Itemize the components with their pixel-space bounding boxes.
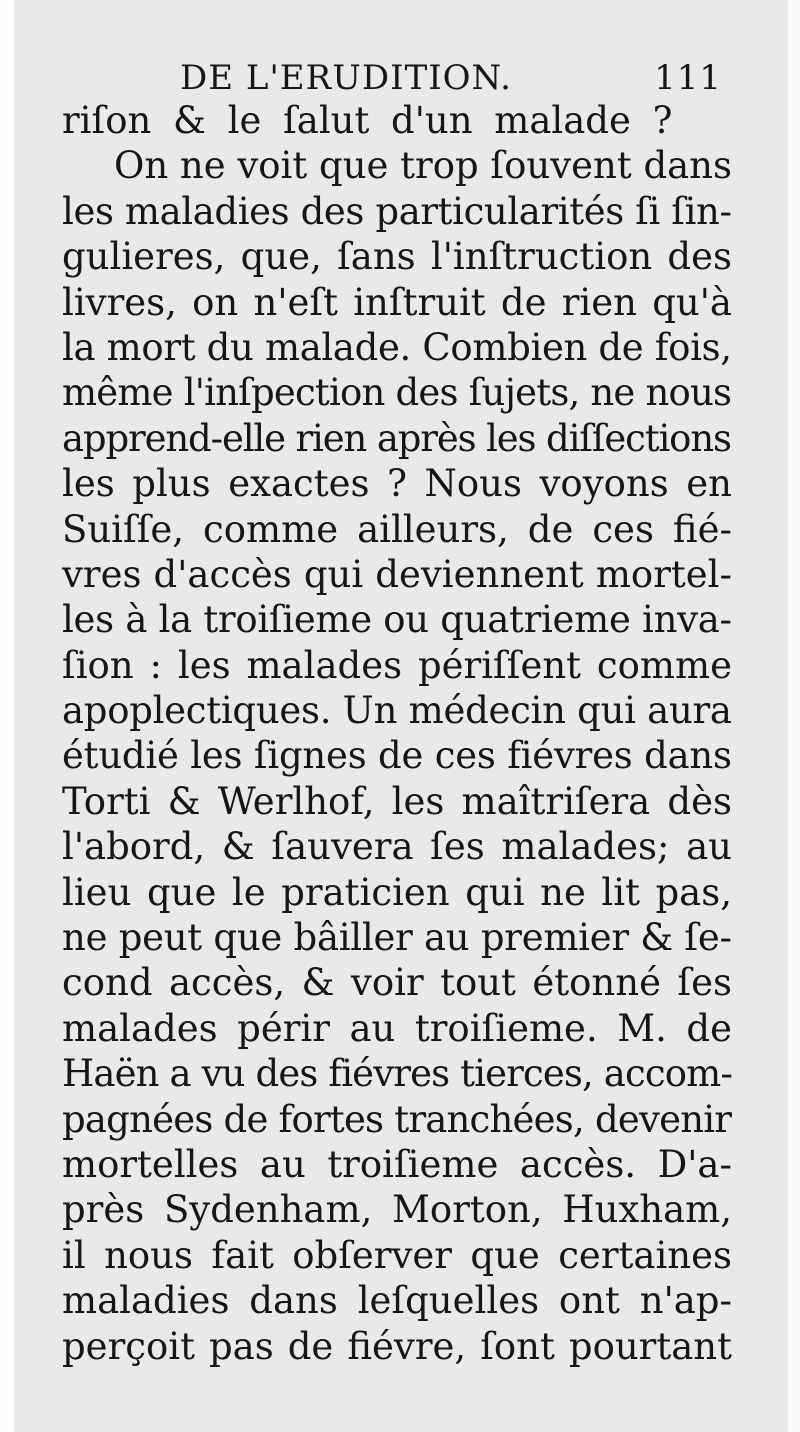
text-line: Suiſſe, comme ailleurs, de ces fié- — [62, 507, 732, 551]
text-line: la mort du malade. Combien de fois, — [62, 325, 732, 369]
text-line: gulieres, que, ſans l'inſtruction des — [62, 235, 732, 279]
text-line: même l'inſpection des ſujets, ne nous — [62, 371, 732, 415]
text-line: les à la troiſieme ou quatrieme inva- — [62, 598, 732, 642]
scan-margin-left — [0, 0, 14, 1432]
text-line: malades périr au troiſieme. M. de — [62, 1006, 732, 1050]
text-line: Haën a vu des fiévres tierces, accom- — [62, 1052, 732, 1096]
text-line: riſon & le ſalut d'un malade ? — [62, 99, 673, 142]
text-line: l'abord, & ſauvera ſes malades; au — [62, 825, 732, 869]
text-line: les plus exactes ? Nous voyons en — [62, 462, 732, 506]
text-line: les maladies des particularités ſi ſin- — [62, 189, 732, 233]
text-line: cond accès, & voir tout étonné ſes — [62, 961, 732, 1005]
text-line: On ne voit que trop ſouvent dans — [114, 144, 732, 188]
text-line: vres d'accès qui deviennent mortel- — [62, 552, 732, 596]
text-line: ne peut que bâiller au premier & ſe- — [62, 916, 732, 960]
text-line: mortelles au troiſieme accès. D'a- — [62, 1142, 732, 1186]
text-line: perçoit pas de fiévre, ſont pourtant — [62, 1324, 732, 1368]
page-number: 111 — [654, 58, 722, 98]
text-line: ſion : les malades périſſent comme — [62, 643, 732, 687]
body-text — [62, 98, 732, 1388]
text-line: près Sydenham, Morton, Huxham, — [62, 1188, 732, 1232]
text-line: pagnées de fortes tranchées, devenir — [62, 1097, 732, 1141]
text-line: étudié les ſignes de ces fiévres dans — [62, 734, 732, 778]
text-line: apprend-elle rien après les diſſections — [62, 416, 731, 460]
text-line: maladies dans leſquelles ont n'ap- — [62, 1279, 732, 1323]
text-line: apoplectiques. Un médecin qui aura — [62, 689, 732, 733]
text-line: Torti & Werlhof, les maîtriſera dès — [62, 779, 732, 823]
scan-margin-right — [788, 0, 800, 1432]
running-title: DE L'ERUDITION. — [180, 58, 512, 98]
running-head — [62, 56, 722, 100]
text-line: livres, on n'eſt inſtruit de rien qu'à — [62, 280, 732, 324]
text-line: il nous fait obſerver que certaines — [62, 1233, 732, 1277]
text-line: lieu que le praticien qui ne lit pas, — [62, 870, 732, 914]
